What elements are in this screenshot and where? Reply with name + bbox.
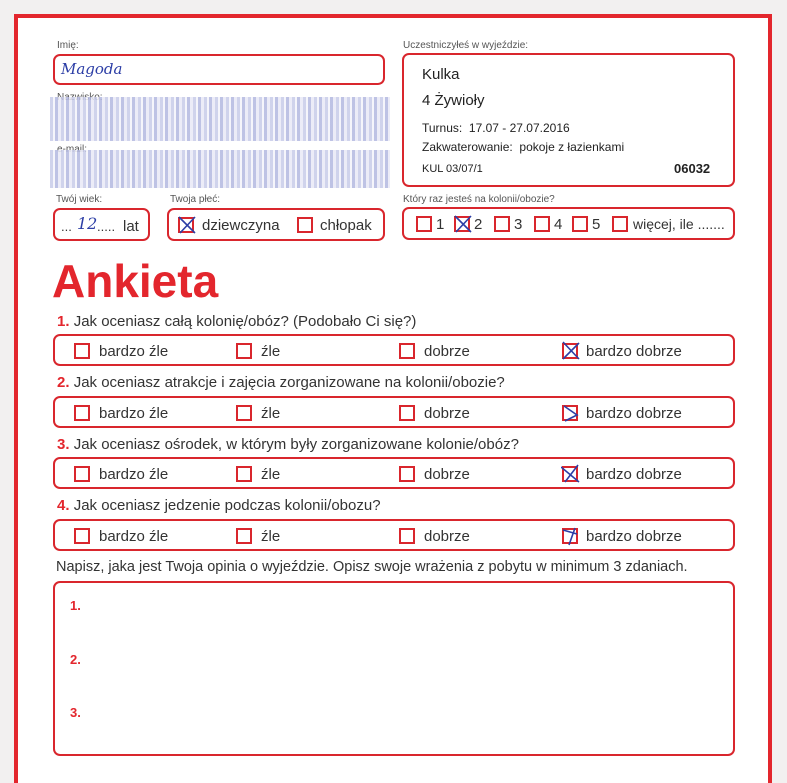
age-field[interactable] [53, 208, 150, 241]
question-4-options [53, 519, 735, 551]
gender-field [167, 208, 385, 241]
q1-checkbox-very-good[interactable] [562, 343, 578, 359]
q2-option-very-bad: bardzo źle [99, 405, 169, 422]
q1-option-good: dobrze [424, 343, 470, 360]
q4-option-very-bad: bardzo źle [99, 528, 169, 545]
q3-option-very-bad: bardzo źle [99, 466, 169, 483]
times-checkbox-1[interactable] [416, 216, 432, 232]
q2-checkbox-very-bad[interactable] [74, 405, 90, 421]
question-1 [57, 313, 416, 330]
gender-option-boy: chłopak [320, 217, 372, 234]
q3-checkbox-bad[interactable] [236, 466, 252, 482]
cross-mark-icon [561, 464, 581, 484]
q3-option-bad: źle [261, 466, 281, 483]
trip-turnus [422, 121, 570, 135]
times-field [402, 207, 735, 240]
turnus-value: 17.07 - 27.07.2016 [468, 121, 570, 135]
times-option-5: 5 [592, 216, 601, 233]
gender-option-girl: dziewczyna [202, 217, 280, 234]
times-checkbox-4[interactable] [534, 216, 550, 232]
q2-option-bad: źle [261, 405, 281, 422]
name-label: Imię: [57, 40, 79, 51]
q1-option-bad: źle [261, 343, 281, 360]
gender-checkbox-girl[interactable] [178, 217, 194, 233]
question-4-number: 4. [57, 497, 70, 514]
opinion-line-1: 1. [70, 598, 81, 613]
question-2-number: 2. [57, 374, 70, 391]
opinion-textarea[interactable] [53, 581, 735, 756]
question-2 [57, 374, 505, 391]
q4-option-bad: źle [261, 528, 281, 545]
age-label: Twój wiek: [56, 194, 103, 205]
cross-mark-icon [561, 526, 581, 546]
accommodation-value: pokoje z łazienkami [519, 140, 625, 154]
age-unit: lat [123, 218, 139, 235]
question-2-text: Jak oceniasz atrakcje i zajęcia zorganizowane na kolonii/obozie? [73, 374, 505, 391]
q3-option-very-good: bardzo dobrze [586, 466, 682, 483]
q1-checkbox-good[interactable] [399, 343, 415, 359]
times-checkbox-more[interactable] [612, 216, 628, 232]
opinion-line-2: 2. [70, 652, 81, 667]
trip-accommodation [422, 140, 624, 154]
age-dots-right: ..... [97, 219, 116, 234]
times-option-3: 3 [514, 216, 523, 233]
q2-option-very-good: bardzo dobrze [586, 405, 682, 422]
age-value: 12 [77, 214, 98, 233]
cross-mark-icon [561, 403, 581, 423]
gender-checkbox-boy[interactable] [297, 217, 313, 233]
q2-option-good: dobrze [424, 405, 470, 422]
times-option-4: 4 [554, 216, 563, 233]
trip-code: KUL 03/07/1 [422, 163, 483, 175]
q3-checkbox-good[interactable] [399, 466, 415, 482]
accommodation-label: Zakwaterowanie: [422, 140, 513, 154]
q2-checkbox-very-good[interactable] [562, 405, 578, 421]
question-1-number: 1. [57, 313, 70, 330]
question-2-options [53, 396, 735, 428]
times-label: Który raz jesteś na kolonii/obozie? [403, 194, 555, 205]
question-3-options [53, 457, 735, 489]
turnus-label: Turnus: [422, 121, 463, 135]
q4-checkbox-very-good[interactable] [562, 528, 578, 544]
q4-option-very-good: bardzo dobrze [586, 528, 682, 545]
trip-place: Kulka [422, 66, 460, 83]
question-3-text: Jak oceniasz ośrodek, w którym były zorganizowane kolonie/obóz? [73, 436, 519, 453]
question-3 [57, 436, 519, 453]
question-3-number: 3. [57, 436, 70, 453]
q2-checkbox-good[interactable] [399, 405, 415, 421]
surname-redacted [50, 97, 390, 141]
q3-option-good: dobrze [424, 466, 470, 483]
q4-checkbox-good[interactable] [399, 528, 415, 544]
trip-info-box [402, 53, 735, 187]
times-checkbox-2[interactable] [454, 216, 470, 232]
cross-mark-icon [561, 341, 581, 361]
times-option-more: więcej, ile ....... [633, 216, 725, 232]
name-value: Magoda [61, 60, 123, 78]
q3-checkbox-very-bad[interactable] [74, 466, 90, 482]
name-field[interactable] [53, 54, 385, 85]
trip-number: 06032 [674, 161, 711, 176]
survey-title: Ankieta [52, 255, 219, 307]
cross-mark-icon [177, 215, 197, 235]
question-1-options [53, 334, 735, 366]
email-redacted [50, 150, 390, 188]
q1-option-very-good: bardzo dobrze [586, 343, 682, 360]
question-1-text: Jak oceniasz całą kolonię/obóz? (Podobało Ci się?) [73, 313, 417, 330]
cross-mark-icon [453, 214, 473, 234]
q1-checkbox-bad[interactable] [236, 343, 252, 359]
q1-checkbox-very-bad[interactable] [74, 343, 90, 359]
trip-label: Uczestniczyłeś w wyjeździe: [403, 40, 529, 51]
times-option-2: 2 [474, 216, 483, 233]
times-option-1: 1 [436, 216, 445, 233]
q4-checkbox-bad[interactable] [236, 528, 252, 544]
question-4-text: Jak oceniasz jedzenie podczas kolonii/obozu? [73, 497, 381, 514]
q4-checkbox-very-bad[interactable] [74, 528, 90, 544]
q3-checkbox-very-good[interactable] [562, 466, 578, 482]
gender-label: Twoja płeć: [170, 194, 221, 205]
trip-program: 4 Żywioły [422, 92, 485, 109]
times-checkbox-5[interactable] [572, 216, 588, 232]
age-dots-left: ... [61, 219, 72, 234]
opinion-prompt: Napisz, jaka jest Twoja opinia o wyjeździe. Opisz swoje wrażenia z pobytu w minimum 3 zdaniach. [56, 559, 688, 575]
q1-option-very-bad: bardzo źle [99, 343, 169, 360]
q2-checkbox-bad[interactable] [236, 405, 252, 421]
opinion-line-3: 3. [70, 705, 81, 720]
times-checkbox-3[interactable] [494, 216, 510, 232]
q4-option-good: dobrze [424, 528, 470, 545]
question-4 [57, 497, 381, 514]
